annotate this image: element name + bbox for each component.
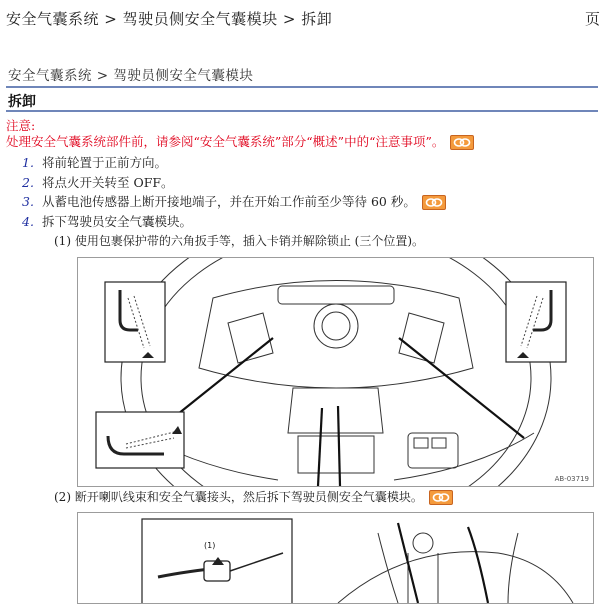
caution-text: 处理安全气囊系统部件前，请参阅“安全气囊系统”部分“概述”中的“注意事项”。 (6, 134, 445, 149)
step-2 (22, 173, 174, 191)
substep-2 (54, 488, 453, 505)
link-icon (425, 197, 443, 208)
step-text: 将点火开关转至 OFF。 (41, 175, 174, 190)
section-divider-top (6, 86, 598, 88)
step-1 (22, 153, 167, 171)
step-number: 4. (22, 214, 34, 229)
figure-connector (77, 512, 594, 604)
caution-text-row (6, 132, 474, 150)
substep-text: 使用包裹保护带的六角扳手等，插入卡销并解除锁止 (三个位置)。 (74, 234, 425, 248)
substep-number: (2) (54, 490, 71, 504)
step-text: 拆下驾驶员安全气囊模块。 (41, 214, 192, 229)
step-3 (22, 192, 446, 210)
figure-code: AB-03719 (554, 475, 589, 483)
substep-1 (54, 232, 424, 249)
step-number: 1. (22, 155, 34, 170)
top-breadcrumb: 安全气囊系统 > 驾驶员侧安全气囊模块 > 拆卸 (6, 10, 333, 28)
caution-label: 注意: (6, 118, 36, 133)
figure-callout: (1) (204, 541, 216, 550)
steering-wheel-release-illustration (78, 258, 593, 486)
step-number: 2. (22, 175, 34, 190)
figure-steering-wheel (77, 257, 594, 487)
step-text: 从蓄电池传感器上断开接地端子，并在开始工作前至少等待 60 秒。 (41, 194, 416, 209)
reference-link-button[interactable] (429, 490, 453, 505)
step-number: 3. (22, 194, 34, 209)
substep-text: 断开喇叭线束和安全气囊接头，然后拆下驾驶员侧安全气囊模块。 (74, 490, 423, 504)
section-divider-bottom (6, 110, 598, 112)
step-4 (22, 212, 192, 230)
link-icon (453, 137, 471, 148)
substep-number: (1) (54, 234, 71, 248)
sub-breadcrumb: 安全气囊系统 > 驾驶员侧安全气囊模块 (8, 68, 254, 84)
step-text: 将前轮置于正前方向。 (41, 155, 167, 170)
page-label: 页 (584, 10, 600, 28)
reference-link-button[interactable] (450, 135, 474, 150)
reference-link-button[interactable] (422, 195, 446, 210)
section-heading: 拆卸 (8, 94, 36, 110)
connector-disconnect-illustration (78, 513, 593, 603)
link-icon (432, 492, 450, 503)
